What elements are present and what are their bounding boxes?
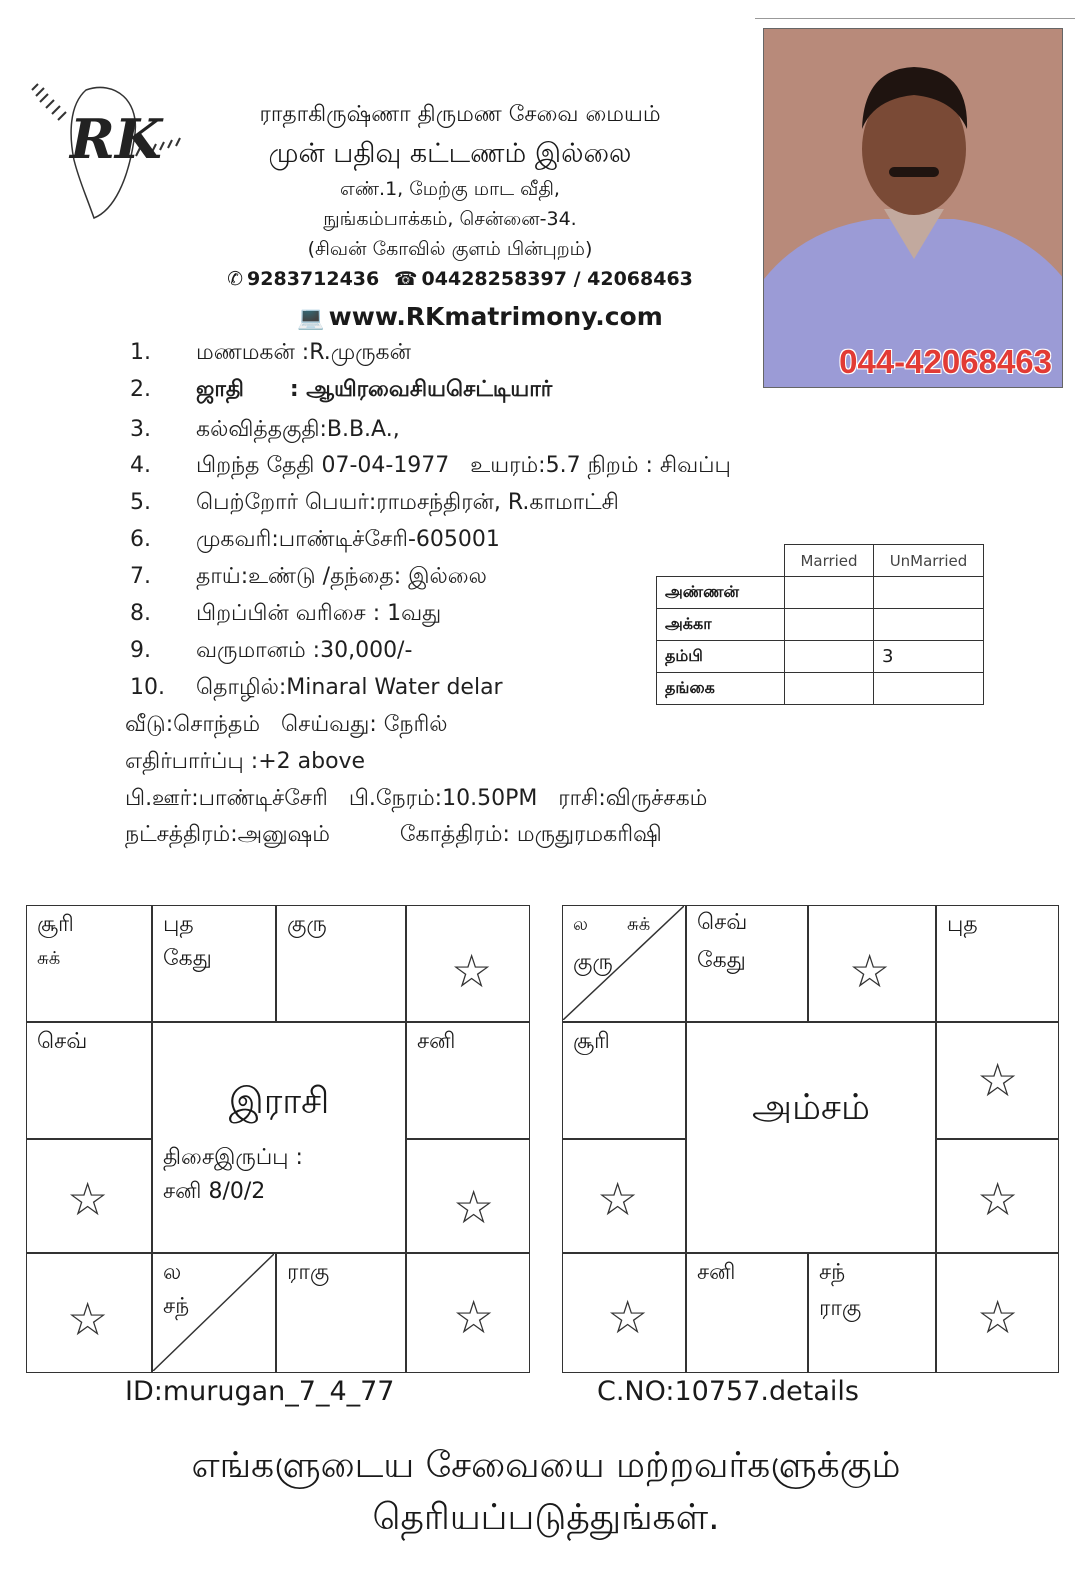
amsam-title: அம்சம் (752, 1087, 870, 1128)
house-mode-line: வீடு:சொந்தம் செய்வது: நேரில் (125, 712, 448, 737)
cell-unmarried (874, 673, 984, 705)
row-label-elder-brother: அண்ணன் (657, 577, 785, 609)
amsam-house-r0c1 (686, 905, 808, 1022)
star-icon: ☆ (453, 1290, 495, 1344)
address-line-3: (சிவன் கோவில் குளம் பின்புறம்) (307, 238, 593, 260)
detail-text: முகவரி:பாண்டிச்சேரி-605001 (196, 527, 500, 552)
profile-photo (763, 28, 1063, 388)
planet-label: சனி (417, 1029, 456, 1054)
star-icon: ☆ (977, 1172, 1019, 1226)
rk-logo (24, 80, 199, 220)
star-icon: ☆ (849, 944, 891, 998)
cell-married (785, 673, 874, 705)
siblings-header-row (657, 545, 984, 577)
cell-married (785, 577, 874, 609)
detail-number: 1. (130, 340, 151, 365)
rasi-house-r0c1 (152, 905, 276, 1022)
expectation-line: எதிர்பார்ப்பு :+2 above (125, 749, 366, 774)
rasi-house-r0c0 (26, 905, 152, 1022)
cno-label: C.NO:10757.details (597, 1376, 859, 1407)
planet-label: ராகு (819, 1296, 862, 1321)
table-corner (657, 545, 785, 577)
rasi-house-r0c2 (276, 905, 406, 1022)
cell-married (785, 641, 874, 673)
profile-id: ID:murugan_7_4_77 (125, 1376, 395, 1407)
planet-label: குரு (573, 950, 613, 975)
planet-label: சுக் (627, 914, 651, 935)
planet-label: ராகு (287, 1260, 330, 1285)
rasi-house-r1c3 (406, 1022, 530, 1139)
planet-label: சந் (163, 1294, 190, 1319)
rasi-house-r0c3 (406, 905, 530, 1022)
logo-letters: RK (70, 107, 162, 171)
planet-label: கேது (163, 946, 212, 971)
footer-line-1: எங்களுடைய சேவையை மற்றவர்களுக்கும் (191, 1445, 901, 1486)
amsam-house-r2c0 (562, 1139, 686, 1253)
amsam-house-r1c0 (562, 1022, 686, 1139)
planet-label: சூரி (37, 912, 74, 937)
lagna-label: ல (573, 914, 588, 935)
siblings-table (656, 544, 984, 705)
detail-number: 5. (130, 490, 151, 515)
detail-number: 9. (130, 638, 151, 663)
dasa-value: சனி 8/0/2 (163, 1179, 266, 1204)
detail-text: வருமானம் :30,000/- (196, 638, 413, 663)
rasi-chart (26, 905, 530, 1373)
footer-line-2: தெரியப்படுத்துங்கள். (372, 1497, 720, 1538)
planet-label: குரு (287, 912, 327, 937)
amsam-house-r3c3 (936, 1253, 1059, 1373)
col-unmarried-header: UnMarried (874, 545, 984, 577)
person-silhouette (764, 29, 1063, 388)
detail-text: மணமகன் :R.முருகன் (196, 340, 411, 365)
detail-number: 7. (130, 564, 151, 589)
computer-icon: 💻 (297, 306, 325, 331)
amsam-house-r3c1 (686, 1253, 808, 1373)
planet-label: சூரி (573, 1029, 610, 1054)
detail-number: 4. (130, 453, 151, 478)
planet-label: சந் (819, 1260, 846, 1285)
detail-text: தாய்:உண்டு /தந்தை: இல்லை (196, 564, 487, 589)
dasa-label: திசைஇருப்பு : (163, 1145, 303, 1170)
mobile-icon: ✆ (227, 268, 244, 290)
table-row (657, 641, 984, 673)
birth-info-line: பி.ஊர்:பாண்டிச்சேரி பி.நேரம்:10.50PM ராசி:விருச்சகம் (125, 786, 708, 811)
detail-text: பிறந்த தேதி 07-04-1977 உயரம்:5.7 நிறம் : சிவப்பு (196, 453, 731, 478)
amsam-house-r2c3 (936, 1139, 1059, 1253)
row-label-younger-sister: தங்கை (657, 673, 785, 705)
star-icon: ☆ (451, 944, 493, 998)
detail-text: பெற்றோர் பெயர்:ராமசந்திரன், R.காமாட்சி (196, 490, 619, 515)
star-icon: ☆ (67, 1172, 109, 1226)
planet-label: புத (947, 912, 978, 937)
lagna-label: ல (163, 1260, 182, 1285)
cell-married (785, 609, 874, 641)
detail-text: பிறப்பின் வரிசை : 1வது (196, 601, 442, 626)
row-label-younger-brother: தம்பி (657, 641, 785, 673)
planet-label: சனி (697, 1260, 736, 1285)
star-icon: ☆ (977, 1290, 1019, 1344)
star-icon: ☆ (977, 1053, 1019, 1107)
star-icon: ☆ (607, 1290, 649, 1344)
table-row (657, 609, 984, 641)
rasi-house-r3c0 (26, 1253, 152, 1373)
amsam-house-r1c3 (936, 1022, 1059, 1139)
detail-number: 8. (130, 601, 151, 626)
detail-number: 2. (130, 377, 151, 402)
amsam-house-r0c3 (936, 905, 1059, 1022)
planet-label: சுக் (37, 948, 61, 969)
amsam-house-r3c2 (808, 1253, 936, 1373)
table-row (657, 673, 984, 705)
rasi-house-r3c1 (152, 1253, 276, 1373)
rasi-house-r3c2 (276, 1253, 406, 1373)
cell-unmarried (874, 577, 984, 609)
website-line (240, 302, 720, 331)
address-line-2: நுங்கம்பாக்கம், சென்னை-34. (323, 208, 577, 230)
phone-line (190, 268, 730, 290)
detail-number: 3. (130, 417, 151, 442)
cell-unmarried (874, 609, 984, 641)
row-label-elder-sister: அக்கா (657, 609, 785, 641)
amsam-house-r0c0 (562, 905, 686, 1022)
rasi-house-r1c0 (26, 1022, 152, 1139)
rasi-center-box (152, 1022, 406, 1253)
star-gothra-line: நட்சத்திரம்:அனுஷம் கோத்திரம்: மருதுரமகரிஷி (125, 822, 662, 847)
detail-text: கல்வித்தகுதி:B.B.A., (196, 417, 400, 442)
rasi-house-r3c3 (406, 1253, 530, 1373)
planet-label: புத (163, 912, 194, 937)
no-fee-line: முன் பதிவு கட்டணம் இல்லை (268, 138, 632, 169)
amsam-chart (562, 905, 1059, 1373)
planet-label: செவ் (697, 910, 748, 935)
amsam-house-r0c2 (808, 905, 936, 1022)
address-line-1: எண்.1, மேற்கு மாட வீதி, (340, 178, 560, 200)
rasi-title: இராசி (228, 1081, 330, 1122)
table-row (657, 577, 984, 609)
rasi-house-r2c0 (26, 1139, 152, 1253)
planet-label: கேது (697, 948, 746, 973)
star-icon: ☆ (597, 1172, 639, 1226)
cell-unmarried: 3 (874, 641, 984, 673)
telephone-icon: ☎ (393, 268, 418, 290)
org-title: ராதாகிருஷ்ணா திருமண சேவை மையம் (259, 102, 661, 127)
detail-text: தொழில்:Minaral Water delar (196, 675, 503, 700)
detail-number: 10. (130, 675, 165, 700)
rasi-house-r2c3 (406, 1139, 530, 1253)
amsam-center-box (686, 1022, 936, 1253)
top-rule (755, 18, 1075, 19)
detail-number: 6. (130, 527, 151, 552)
website-link[interactable]: www.RKmatrimony.com (328, 302, 663, 331)
star-icon: ☆ (67, 1292, 109, 1346)
photo-overlay-number: 044-42068463 (839, 343, 1052, 380)
col-married-header: Married (785, 545, 874, 577)
landline-number[interactable]: 04428258397 / 42068463 (421, 268, 693, 290)
detail-text: ஜாதி : ஆயிரவைசியசெட்டியார் (196, 377, 553, 402)
planet-label: செவ் (37, 1029, 88, 1054)
mobile-number[interactable]: 9283712436 (247, 268, 380, 290)
amsam-house-r3c0 (562, 1253, 686, 1373)
star-icon: ☆ (453, 1180, 495, 1234)
